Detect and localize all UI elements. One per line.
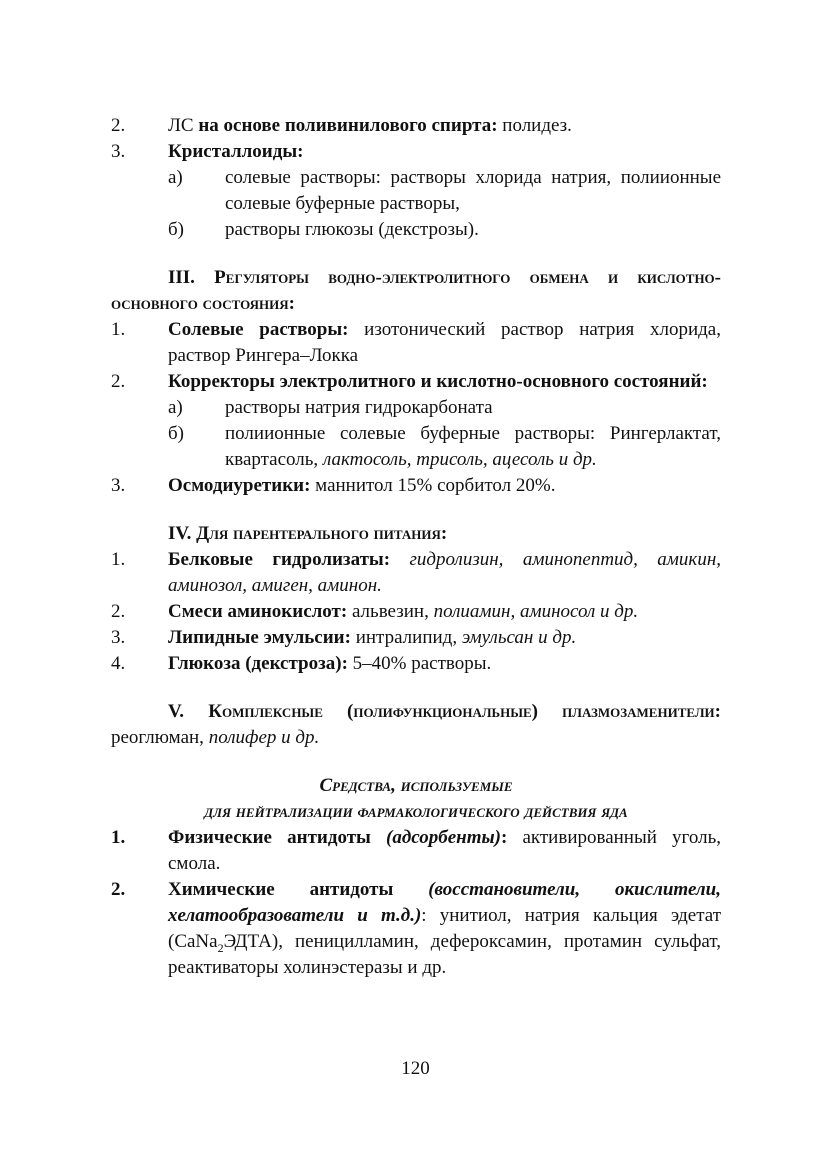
list-item bbox=[111, 877, 721, 981]
item-text: Физические антидоты (адсорбенты): активированный уголь, смола. bbox=[168, 827, 722, 874]
antidotes-title: Средства, используемые bbox=[319, 775, 513, 796]
sub-text: растворы глюкозы (декстрозы). bbox=[225, 219, 479, 240]
sub-letter: а) bbox=[168, 167, 183, 188]
item-text: Солевые растворы: изотонический раствор натрия хлорида, раствор Рингера–Локка bbox=[168, 319, 721, 366]
sub-item bbox=[168, 165, 721, 217]
antidotes-subtitle: для нейтрализации фармакологического действия яда bbox=[204, 801, 628, 822]
list-item bbox=[111, 651, 721, 677]
item-number: 1. bbox=[111, 549, 126, 570]
section-heading: IV. Для парентерального питания: bbox=[168, 523, 448, 544]
item-number: 1. bbox=[111, 319, 126, 340]
sub-item bbox=[168, 217, 721, 243]
sub-item bbox=[168, 395, 721, 421]
item-text: Осмодиуретики: маннитол 15% сорбитол 20%. bbox=[168, 475, 556, 496]
item-text: Химические антидоты (восстановители, окислители, хелатообразователи и т.д.): унитиол, натрия кальция эдетат (CaNa$_2$ЭДТА), пеницилламин, дефероксамин, протамин сульфат, реактиваторы холинэстеразы и др. bbox=[168, 879, 721, 978]
item-text: Смеси аминокислот: альвезин, полиамин, аминосол и др. bbox=[168, 601, 639, 622]
item-number: 2. bbox=[111, 115, 126, 136]
item-text: Кристаллоиды: bbox=[168, 141, 304, 162]
item-text: Глюкоза (декстроза): 5–40% растворы. bbox=[168, 653, 492, 674]
section-heading: V. Комплексные (полифункциональные) плазмозаменители: реоглюман, полифер и др. bbox=[111, 701, 721, 748]
list-item bbox=[111, 369, 721, 395]
item-number: 3. bbox=[111, 475, 126, 496]
item-text: Белковые гидролизаты: гидролизин, аминопептид, амикин, аминозол, амиген, аминон. bbox=[168, 549, 721, 596]
sub-item bbox=[168, 421, 721, 473]
sub-letter: б) bbox=[168, 219, 184, 240]
sub-text: растворы натрия гидрокарбоната bbox=[225, 397, 493, 418]
list-item bbox=[111, 625, 721, 651]
list-item bbox=[111, 139, 721, 165]
page-content bbox=[111, 113, 721, 981]
sub-letter: а) bbox=[168, 397, 183, 418]
item-number: 2. bbox=[111, 371, 126, 392]
list-item bbox=[111, 825, 721, 877]
list-item bbox=[111, 317, 721, 369]
item-text: Липидные эмульсии: интралипид, эмульсан и др. bbox=[168, 627, 577, 648]
list-item bbox=[111, 113, 721, 139]
list-item bbox=[111, 547, 721, 599]
item-number: 2. bbox=[111, 879, 126, 900]
page-number: 120 bbox=[401, 1058, 430, 1079]
section-heading: III. Регуляторы водно-электролитного обмена и кислотно-основного состояния: bbox=[111, 267, 721, 314]
item-text: Корректоры электролитного и кислотно-основного состояний: bbox=[168, 371, 708, 392]
item-number: 4. bbox=[111, 653, 126, 674]
item-text: ЛС на основе поливинилового спирта: полидез. bbox=[168, 115, 572, 136]
list-item bbox=[111, 599, 721, 625]
item-number: 1. bbox=[111, 827, 126, 848]
list-item bbox=[111, 473, 721, 499]
sub-text: солевые растворы: растворы хлорида натрия, полиионные солевые буферные растворы, bbox=[225, 167, 721, 214]
item-number: 2. bbox=[111, 601, 126, 622]
item-number: 3. bbox=[111, 627, 126, 648]
item-number: 3. bbox=[111, 141, 126, 162]
sub-text: полиионные солевые буферные растворы: Рингерлактат, квартасоль, лактосоль, трисоль, ацесоль и др. bbox=[225, 423, 721, 470]
sub-letter: б) bbox=[168, 423, 184, 444]
